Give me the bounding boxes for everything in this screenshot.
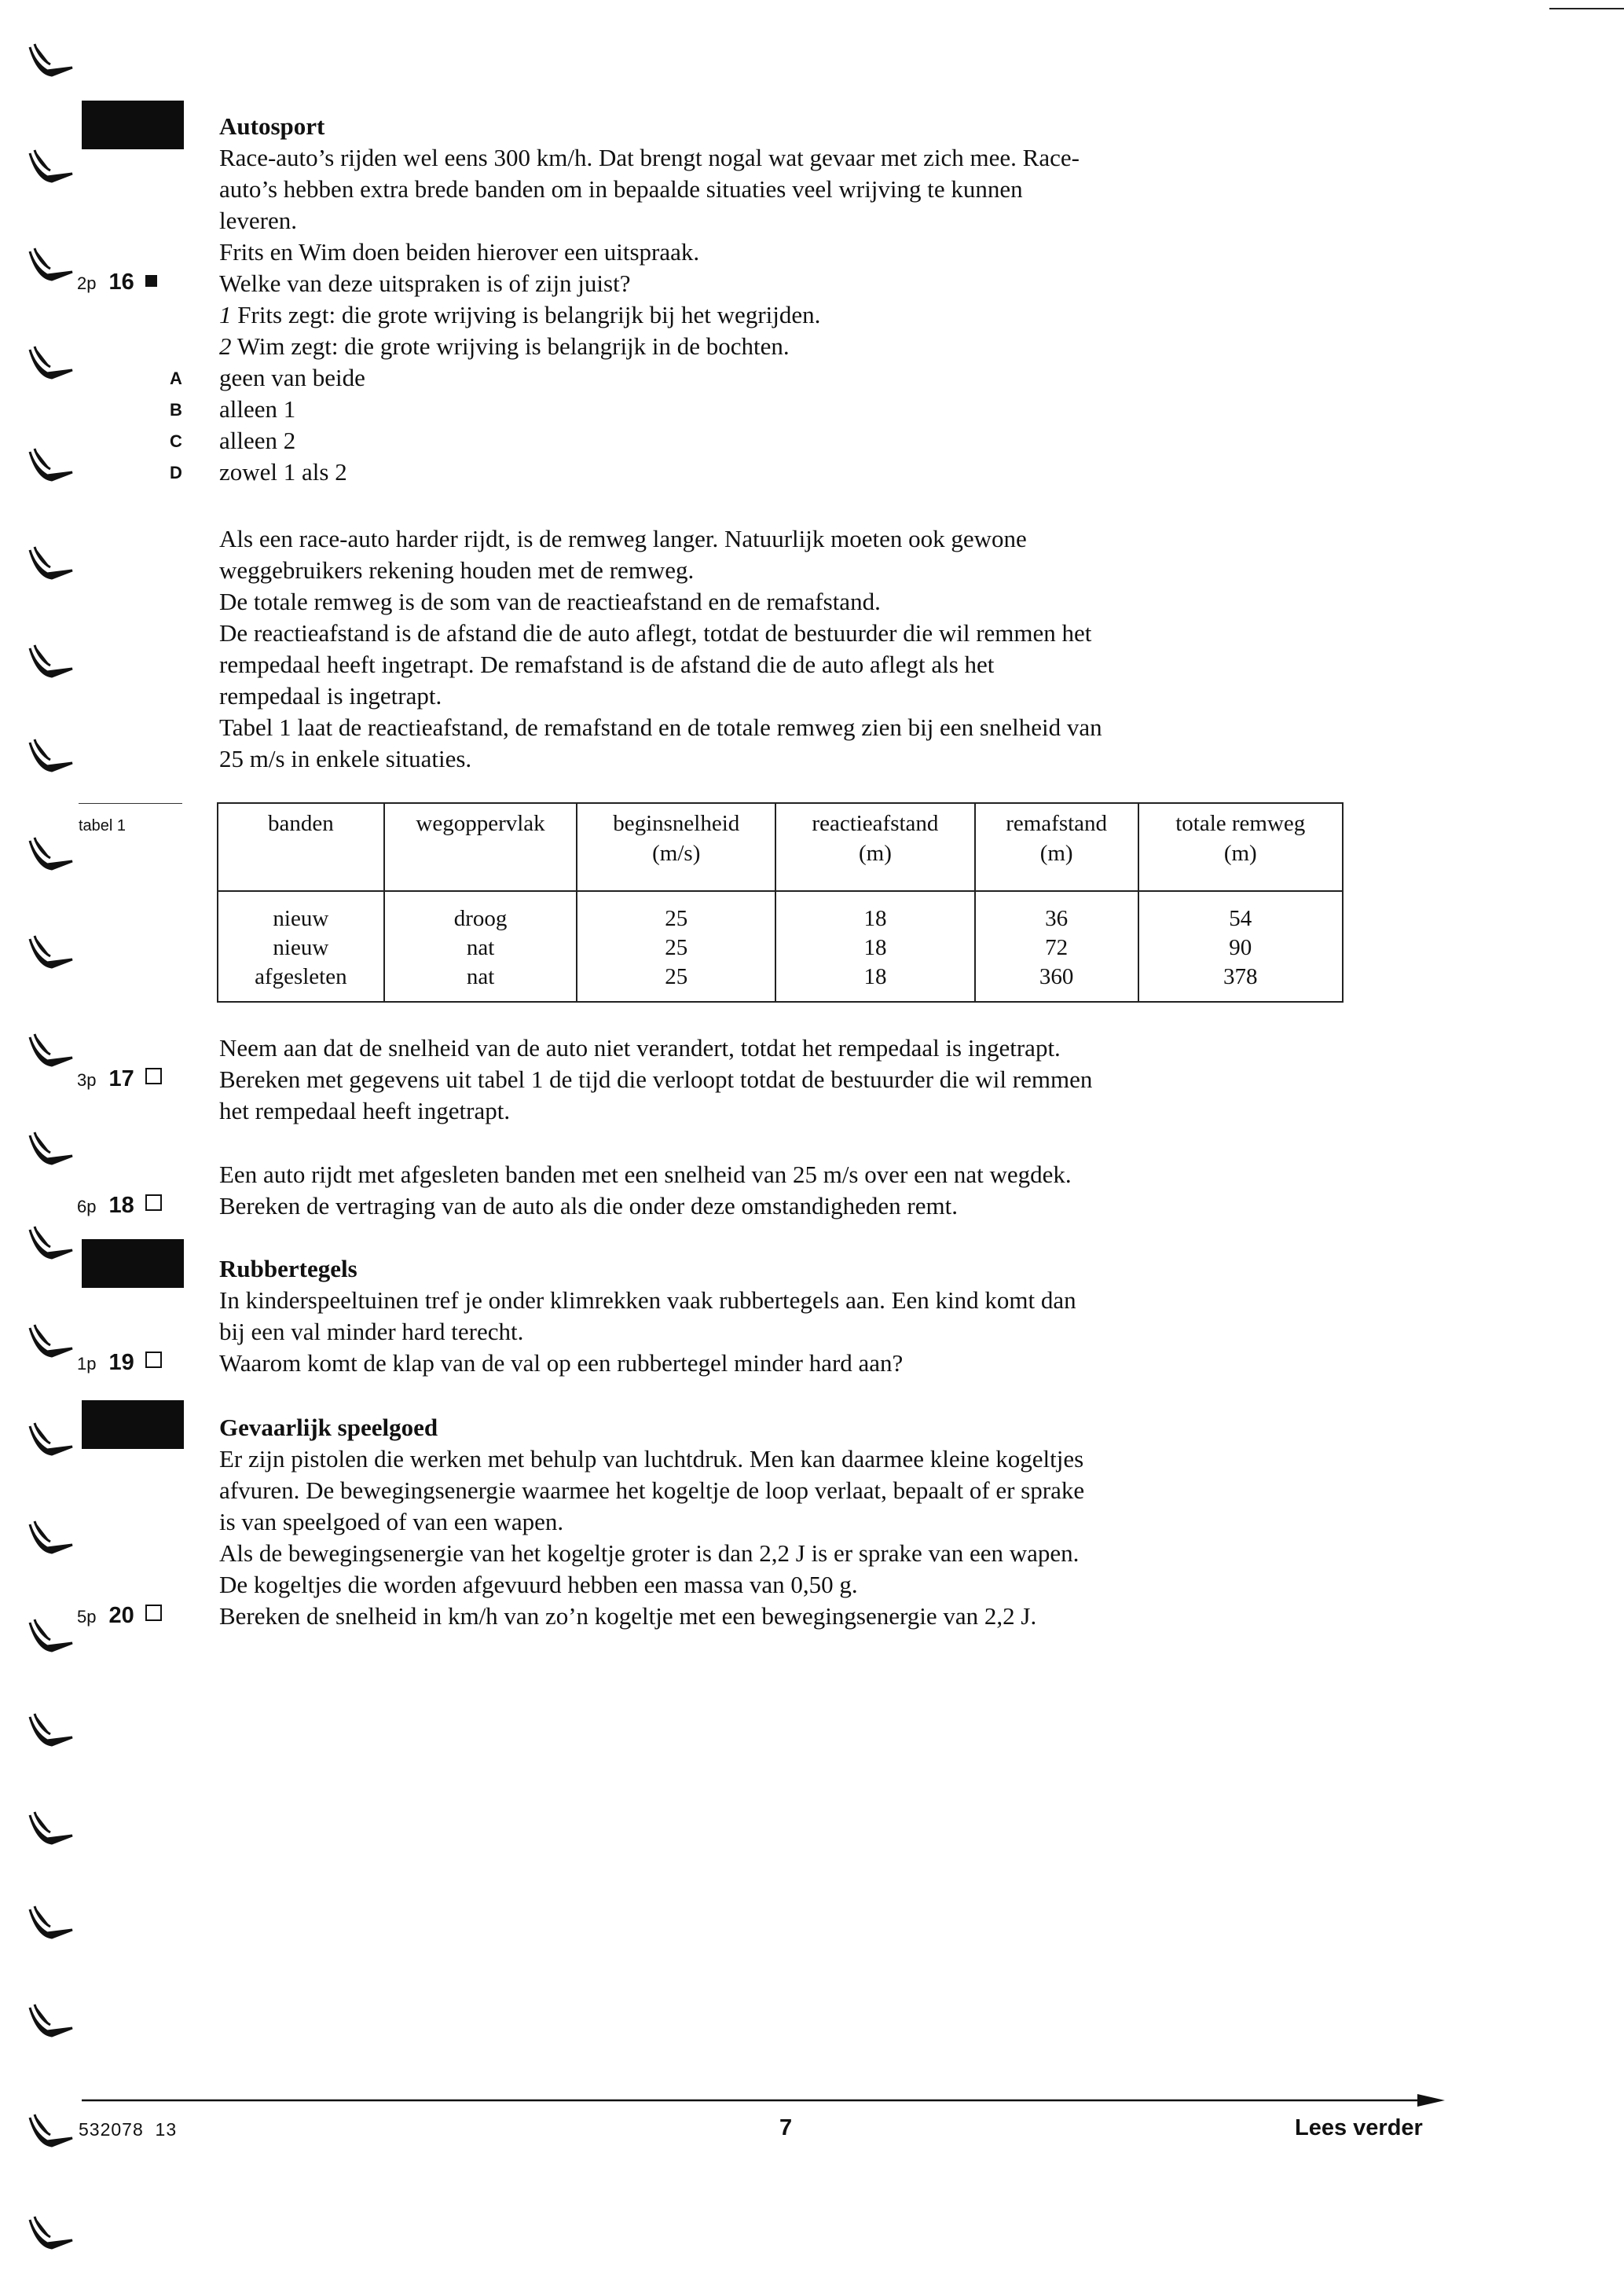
table-cell: 36 — [975, 891, 1138, 933]
rubbertegels-text — [219, 1285, 1319, 1379]
rubbertegels-line: bij een val minder hard terecht. — [219, 1318, 524, 1345]
question-number: 16 — [108, 270, 134, 295]
para-line: Tabel 1 laat de reactieafstand, de remafstand en de totale remweg zien bij een snelheid van — [219, 713, 1102, 741]
statement-number: 2 — [219, 332, 232, 360]
option-d-text: zowel 1 als 2 — [219, 458, 347, 486]
q17-line: het rempedaal heeft ingetrapt. — [219, 1097, 511, 1124]
points-label: 6p — [77, 1197, 97, 1216]
question-17-text — [219, 1032, 1319, 1127]
table-row — [218, 891, 1343, 933]
question-number: 18 — [108, 1193, 134, 1218]
footer-code — [79, 2119, 177, 2140]
table-row — [218, 933, 1343, 963]
binding-mark-icon — [24, 1517, 86, 1564]
column-header: totale remweg (m) — [1138, 803, 1343, 891]
option-letter-a: A — [170, 369, 182, 388]
statement-text: Frits zegt: die grote wrijving is belangrijk bij het wegrijden. — [237, 301, 821, 328]
binding-mark-icon — [24, 1418, 86, 1465]
autosport-intro — [219, 142, 1319, 488]
speelgoed-line: De kogeltjes die worden afgevuurd hebben een massa van 0,50 g. — [219, 1571, 858, 1598]
table-cell: 378 — [1138, 963, 1343, 1002]
question-18-text — [219, 1159, 1319, 1222]
intro-line: auto’s hebben extra brede banden om in bepaalde situaties veel wrijving te kunnen — [219, 175, 1023, 203]
continue-arrow-icon — [82, 2090, 1445, 2111]
points-label: 1p — [77, 1354, 97, 1374]
table-cell: 18 — [775, 963, 975, 1002]
empty-square-icon — [145, 1194, 162, 1211]
table-row — [218, 963, 1343, 1002]
table-label-rule — [79, 803, 182, 804]
binding-mark-icon — [24, 145, 86, 193]
para-line: De reactieafstand is de afstand die de auto aflegt, totdat de bestuurder die wil remmen het — [219, 619, 1092, 647]
question-19-number — [77, 1350, 162, 1376]
points-label: 3p — [77, 1070, 97, 1090]
para-line: Als een race-auto harder rijdt, is de remweg langer. Natuurlijk moeten ook gewone — [219, 525, 1027, 552]
table-cell: 72 — [975, 933, 1138, 963]
binding-mark-icon — [24, 1807, 86, 1854]
table-cell: 54 — [1138, 891, 1343, 933]
statement-2 — [219, 331, 1319, 362]
empty-square-icon — [145, 1352, 162, 1368]
remweg-paragraph — [219, 523, 1319, 775]
binding-mark-icon — [24, 1709, 86, 1756]
q17-line: Bereken met gegevens uit tabel 1 de tijd die verloopt totdat de bestuurder die wil remmen — [219, 1065, 1093, 1093]
option-b-text: alleen 1 — [219, 395, 296, 423]
binding-mark-icon — [24, 444, 86, 491]
binding-mark-icon — [24, 1128, 86, 1175]
table-cell: 90 — [1138, 933, 1343, 963]
binding-mark-icon — [24, 1902, 86, 1949]
binding-mark-icon — [24, 2110, 86, 2157]
table-cell: nat — [384, 963, 577, 1002]
section-marker-bar — [82, 101, 184, 149]
table-cell: nieuw — [218, 933, 384, 963]
option-letter-c: C — [170, 431, 182, 451]
question-17-number — [77, 1066, 162, 1092]
question-20-number — [77, 1603, 162, 1629]
data-table — [217, 802, 1344, 1003]
binding-mark-icon — [24, 39, 86, 86]
intro-line: Frits en Wim doen beiden hierover een uitspraak. — [219, 238, 700, 266]
column-header: remafstand (m) — [975, 803, 1138, 891]
exam-code-suffix: 13 — [155, 2119, 178, 2140]
option-letter-b: B — [170, 400, 182, 420]
binding-mark-icon — [24, 735, 86, 782]
para-line: rempedaal is ingetrapt. — [219, 682, 442, 710]
option-c-text: alleen 2 — [219, 427, 296, 454]
rubbertegels-line: In kinderspeeltuinen tref je onder klimrekken vaak rubbertegels aan. Een kind komt dan — [219, 1286, 1076, 1314]
table-cell: 25 — [577, 963, 775, 1002]
corner-rule — [1549, 0, 1624, 9]
speelgoed-line: afvuren. De bewegingsenergie waarmee het kogeltje de loop verlaat, bepaalt of er sprake — [219, 1476, 1085, 1504]
question-number: 17 — [108, 1066, 134, 1091]
table-cell: nieuw — [218, 891, 384, 933]
statement-number: 1 — [219, 301, 232, 328]
table-cell: 18 — [775, 891, 975, 933]
option-letter-d: D — [170, 463, 182, 482]
q17-line: Neem aan dat de snelheid van de auto niet verandert, totdat het rempedaal is ingetrapt. — [219, 1034, 1061, 1062]
column-header: banden — [218, 803, 384, 891]
empty-square-icon — [145, 1605, 162, 1621]
binding-mark-icon — [24, 1222, 86, 1269]
question-number: 20 — [108, 1603, 134, 1628]
table-cell: 25 — [577, 891, 775, 933]
filled-square-icon — [145, 275, 157, 287]
q18-line: Een auto rijdt met afgesleten banden met een snelheid van 25 m/s over een nat wegdek. — [219, 1161, 1072, 1188]
table-cell: 25 — [577, 933, 775, 963]
section-marker-bar — [82, 1239, 184, 1288]
statement-1 — [219, 299, 1319, 331]
binding-mark-icon — [24, 2000, 86, 2047]
para-line: De totale remweg is de som van de reactieafstand en de remafstand. — [219, 588, 881, 615]
section-title-speelgoed: Gevaarlijk speelgoed — [219, 1414, 438, 1441]
column-header: wegoppervlak — [384, 803, 577, 891]
section-title-autosport: Autosport — [219, 112, 325, 140]
points-label: 5p — [77, 1607, 97, 1627]
speelgoed-line: Als de bewegingsenergie van het kogeltje groter is dan 2,2 J is er sprake van een wapen. — [219, 1539, 1080, 1567]
page-number: 7 — [779, 2115, 793, 2140]
binding-mark-icon — [24, 342, 86, 389]
question-16-text: Welke van deze uitspraken is of zijn juist? — [219, 270, 631, 297]
question-16-number — [77, 270, 157, 295]
table-cell: afgesleten — [218, 963, 384, 1002]
binding-mark-icon — [24, 542, 86, 589]
question-20-text: Bereken de snelheid in km/h van zo’n kogeltje met een bewegingsenergie van 2,2 J. — [219, 1602, 1037, 1630]
column-header: reactieafstand (m) — [775, 803, 975, 891]
table-cell: droog — [384, 891, 577, 933]
para-line: rempedaal heeft ingetrapt. De remafstand is de afstand die de auto aflegt als het — [219, 651, 995, 678]
speelgoed-line: is van speelgoed of van een wapen. — [219, 1508, 564, 1535]
continue-label: Lees verder — [1295, 2115, 1423, 2140]
points-label: 2p — [77, 273, 97, 293]
speelgoed-text — [219, 1443, 1319, 1632]
empty-square-icon — [145, 1068, 162, 1084]
binding-mark-icon — [24, 931, 86, 978]
table-header-row — [218, 803, 1343, 891]
section-title-rubbertegels: Rubbertegels — [219, 1255, 357, 1282]
q18-line: Bereken de vertraging van de auto als die onder deze omstandigheden remt. — [219, 1192, 958, 1220]
question-19-text: Waarom komt de klap van de val op een rubbertegel minder hard aan? — [219, 1349, 904, 1377]
binding-mark-icon — [24, 2212, 86, 2259]
column-header: beginsnelheid (m/s) — [577, 803, 775, 891]
table-cell: 360 — [975, 963, 1138, 1002]
table-cell: nat — [384, 933, 577, 963]
speelgoed-line: Er zijn pistolen die werken met behulp van luchtdruk. Men kan daarmee kleine kogeltjes — [219, 1445, 1084, 1473]
binding-mark-icon — [24, 640, 86, 688]
intro-line: leveren. — [219, 207, 297, 234]
section-marker-bar — [82, 1400, 184, 1449]
para-line: 25 m/s in enkele situaties. — [219, 745, 472, 772]
binding-mark-icon — [24, 833, 86, 880]
option-a-text: geen van beide — [219, 364, 365, 391]
intro-line: Race-auto’s rijden wel eens 300 km/h. Dat brengt nogal wat gevaar met zich mee. Race- — [219, 144, 1080, 171]
exam-code: 532078 — [79, 2119, 144, 2140]
question-18-number — [77, 1193, 162, 1219]
table-label: tabel 1 — [79, 817, 126, 834]
para-line: weggebruikers rekening houden met de remweg. — [219, 556, 695, 584]
statement-text: Wim zegt: die grote wrijving is belangrijk in de bochten. — [236, 332, 790, 360]
table-cell: 18 — [775, 933, 975, 963]
question-number: 19 — [108, 1350, 134, 1375]
